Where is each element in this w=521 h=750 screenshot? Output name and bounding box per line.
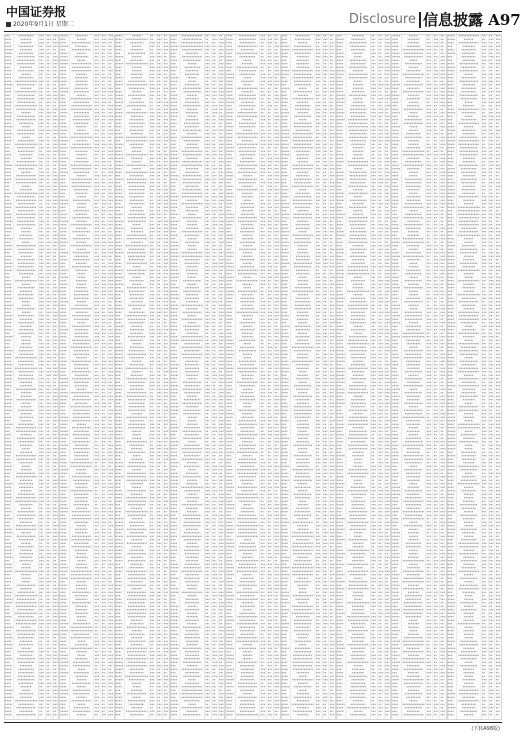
section-title-english: Disclosure	[348, 12, 416, 27]
table-column	[115, 34, 169, 720]
issue-date-text: 2020年9月1日 星期二	[13, 21, 74, 28]
table-column	[171, 34, 225, 720]
table-column	[392, 34, 446, 720]
continued-note: (下转A98版)	[471, 726, 500, 732]
table-column	[226, 34, 280, 720]
section-title-chinese: 信息披露 A97	[423, 11, 521, 29]
table-column	[5, 34, 59, 720]
disclosure-table-grid	[4, 34, 502, 720]
header-rule	[4, 31, 502, 32]
footer-rule	[4, 722, 502, 723]
table-column	[447, 34, 501, 720]
section-divider	[419, 12, 421, 28]
disclosure-table	[4, 34, 502, 720]
newspaper-masthead: 中国证券报	[6, 5, 67, 19]
date-bullet-icon	[6, 22, 11, 27]
table-column	[281, 34, 335, 720]
table-column	[337, 34, 391, 720]
issue-date	[6, 21, 74, 29]
table-column	[60, 34, 114, 720]
